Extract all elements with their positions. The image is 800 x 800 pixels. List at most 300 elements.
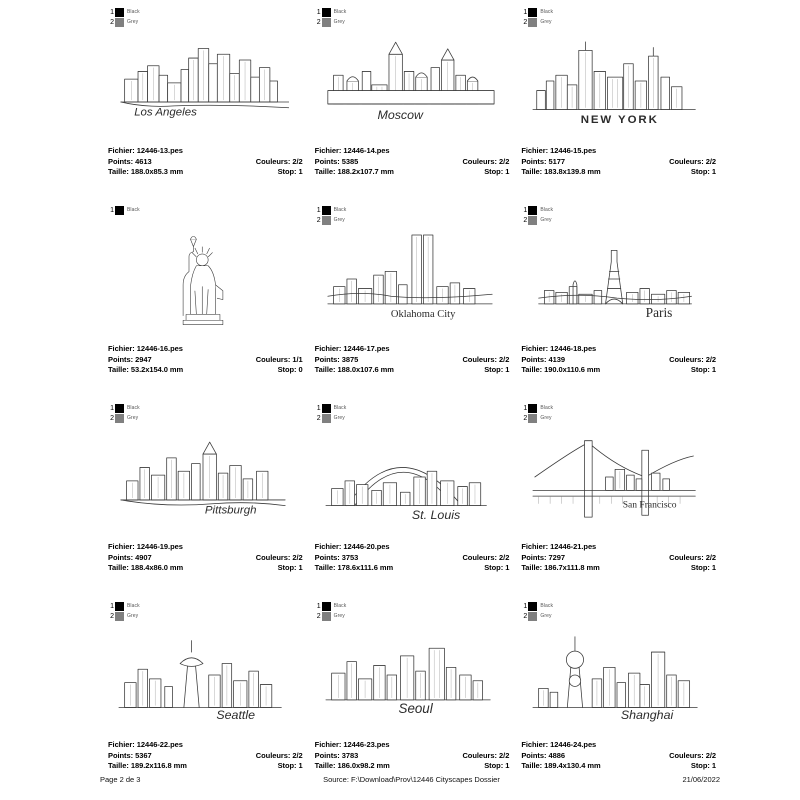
colors-label: Couleurs: [669,354,704,364]
points-value: 7297 [548,552,565,562]
stop-field [278,761,303,772]
size-label: Taille: [314,167,336,176]
file-label: Fichier: [314,740,342,749]
color-legend-row [108,404,140,413]
stop-label: Stop: [484,761,504,770]
points-field [521,355,565,366]
stop-field [484,167,509,178]
design-preview-paris [513,220,720,338]
colors-label: Couleurs: [669,552,704,562]
file-value: 12446-17.pes [343,344,390,353]
file-label: Fichier: [314,542,342,551]
file-field [521,542,596,553]
design-metadata [315,542,510,574]
points-value: 3875 [341,354,359,364]
points-field [315,553,359,564]
points-value: 5177 [548,156,565,166]
design-metadata [521,740,716,772]
colors-field [256,751,303,762]
metadata-line-points [521,553,716,564]
points-label: Points: [314,552,340,562]
design-preview-seoul [307,616,514,734]
stop-field [278,563,303,574]
metadata-line-points [108,157,303,168]
file-label: Fichier: [108,740,135,749]
size-value: 189.2x116.8 mm [130,761,187,770]
stop-label: Stop: [277,761,297,770]
stop-value: 1 [298,761,303,770]
colors-field [462,157,509,168]
color-legend-name: Black [127,603,140,609]
metadata-line-points [315,553,510,564]
colors-field [256,553,303,564]
size-value: 190.0x110.6 mm [544,365,601,374]
colors-value: 2/2 [705,156,716,166]
stop-value: 1 [711,365,716,374]
stop-field [691,761,716,772]
colors-value: 2/2 [292,552,303,562]
svg-text:NEW YORK: NEW YORK [580,114,659,127]
color-legend-name: Black [540,603,554,609]
file-value: 12446-22.pes [136,740,183,749]
stop-field [484,563,509,574]
color-legend-index: 2 [110,613,114,620]
color-legend-row [315,8,347,17]
color-legend-name: Black [127,207,140,213]
color-swatch [528,404,537,413]
svg-text:St. Louis: St. Louis [411,508,461,523]
colors-value: 2/2 [705,750,716,760]
design-cell [307,198,514,396]
color-legend-index: 1 [523,207,528,214]
design-cell [307,396,514,594]
metadata-line-file [315,740,510,751]
colors-value: 2/2 [499,156,510,166]
metadata-line-file [315,542,510,553]
color-swatch [528,8,537,17]
colors-label: Couleurs: [462,156,497,166]
stop-field [278,365,303,376]
metadata-line-points [108,751,303,762]
stop-label: Stop: [690,563,710,572]
size-field [315,563,393,574]
stop-value: 1 [505,563,510,572]
file-label: Fichier: [108,146,135,155]
stop-value: 1 [505,365,510,374]
size-label: Taille: [108,563,129,572]
size-label: Taille: [108,167,129,176]
color-legend-index: 2 [523,217,528,224]
color-legend-row [521,602,553,611]
design-metadata [315,344,510,376]
size-field [521,563,599,574]
size-label: Taille: [108,761,129,770]
color-legend-row [315,206,347,215]
file-value: 12446-16.pes [136,344,183,353]
points-value: 4907 [135,552,152,562]
design-metadata [108,542,303,574]
colors-field [256,157,303,168]
size-value: 188.0x85.3 mm [130,167,184,176]
stop-field [484,761,509,772]
color-legend-row [521,206,553,215]
design-preview-oklahoma-city [307,220,514,338]
color-legend-name: Black [540,405,554,411]
points-label: Points: [314,750,340,760]
colors-value: 2/2 [292,750,303,760]
svg-text:Seoul: Seoul [398,701,433,717]
file-value: 12446-13.pes [136,146,183,155]
footer-date: 21/06/2022 [682,775,720,784]
size-field [108,167,183,178]
color-legend [108,206,140,215]
file-label: Fichier: [521,542,549,551]
color-legend-row [108,8,140,17]
color-legend-index: 2 [316,19,321,26]
design-metadata [315,740,510,772]
design-preview-shanghai [513,616,720,734]
stop-label: Stop: [484,563,504,572]
size-value: 189.4x130.4 mm [544,761,601,770]
size-field [315,761,390,772]
design-metadata [521,146,716,178]
stop-value: 1 [505,167,510,176]
stop-value: 1 [298,563,303,572]
file-label: Fichier: [108,344,135,353]
color-legend-index: 2 [523,415,528,422]
metadata-line-points [315,355,510,366]
colors-label: Couleurs: [255,750,291,760]
svg-text:Pittsburgh: Pittsburgh [205,504,257,517]
color-legend-row [521,404,553,413]
points-field [315,355,359,366]
file-field [315,344,390,355]
design-preview-los-angeles [100,22,307,140]
stop-value: 0 [298,365,303,374]
file-label: Fichier: [314,146,342,155]
stop-field [691,563,716,574]
colors-value: 2/2 [292,156,303,166]
points-value: 4886 [548,750,565,760]
design-cell [307,0,514,198]
colors-field [669,157,716,168]
stop-field [278,167,303,178]
color-legend-name: Grey [540,613,552,619]
metadata-line-points [521,157,716,168]
color-legend-index: 1 [316,9,321,16]
size-field [315,365,394,376]
file-value: 12446-23.pes [343,740,390,749]
metadata-line-file [108,344,303,355]
color-legend-name: Grey [127,19,139,25]
size-value: 178.6x111.6 mm [337,563,394,572]
size-value: 186.7x111.8 mm [544,563,600,572]
file-value: 12446-14.pes [343,146,390,155]
colors-label: Couleurs: [255,552,291,562]
file-field [108,344,183,355]
color-legend-index: 2 [316,613,321,620]
points-label: Points: [108,750,134,760]
points-value: 3783 [341,750,359,760]
color-legend-name: Black [333,405,347,411]
color-legend-name: Grey [333,613,345,619]
metadata-line-file [521,146,716,157]
colors-label: Couleurs: [255,354,291,364]
points-label: Points: [108,552,134,562]
design-preview-pittsburgh [100,418,307,536]
color-swatch [528,206,537,215]
stop-field [484,365,509,376]
color-legend-index: 1 [110,603,114,610]
metadata-line-size [315,761,510,772]
size-value: 183.8x139.8 mm [544,167,601,176]
points-value: 5367 [135,750,152,760]
points-label: Points: [314,156,340,166]
color-legend-row [108,602,140,611]
colors-field [669,355,716,366]
color-legend-row [108,206,140,215]
color-legend-index: 1 [523,603,528,610]
stop-label: Stop: [277,365,297,374]
svg-text:Shanghai: Shanghai [620,707,673,722]
color-swatch [115,8,124,17]
points-field [108,553,152,564]
points-field [108,751,152,762]
color-legend-name: Grey [333,217,345,223]
metadata-line-points [108,553,303,564]
metadata-line-size [315,563,510,574]
design-metadata [108,146,303,178]
size-field [521,365,600,376]
color-swatch [322,404,331,413]
size-field [108,365,183,376]
color-legend-name: Black [127,9,140,15]
file-field [108,146,183,157]
size-label: Taille: [521,167,543,176]
design-cell [307,594,514,792]
metadata-line-file [315,146,510,157]
svg-text:Moscow: Moscow [377,108,423,123]
file-value: 12446-15.pes [550,146,597,155]
footer-page-label: Page 2 de 3 [100,775,141,784]
stop-label: Stop: [484,167,504,176]
svg-text:Oklahoma City: Oklahoma City [390,309,456,321]
colors-field [462,553,509,564]
metadata-line-size [315,365,510,376]
design-cell [100,0,307,198]
size-label: Taille: [521,563,543,572]
color-legend-name: Grey [540,217,552,223]
color-legend-name: Black [540,207,554,213]
colors-value: 2/2 [705,552,716,562]
color-legend-index: 2 [110,19,114,26]
color-legend-name: Grey [127,613,139,619]
svg-text:Los Angeles: Los Angeles [134,106,198,119]
design-cell [100,594,307,792]
metadata-line-file [521,344,716,355]
design-cell [100,396,307,594]
color-legend-name: Grey [333,415,345,421]
file-field [315,542,390,553]
size-label: Taille: [521,761,543,770]
metadata-line-size [108,563,303,574]
metadata-line-points [521,355,716,366]
points-field [315,157,359,168]
size-field [108,563,183,574]
color-legend-name: Black [333,207,347,213]
colors-field [256,355,303,366]
design-metadata [108,740,303,772]
colors-field [669,751,716,762]
stop-field [691,167,716,178]
color-legend-index: 2 [523,19,528,26]
file-label: Fichier: [521,344,549,353]
size-field [315,167,394,178]
colors-field [462,751,509,762]
file-value: 12446-20.pes [343,542,390,551]
points-label: Points: [521,552,547,562]
color-swatch [115,206,124,215]
file-field [521,740,596,751]
colors-value: 2/2 [499,354,510,364]
design-cell [513,594,720,792]
colors-label: Couleurs: [462,354,497,364]
points-value: 5385 [341,156,359,166]
color-legend-row [521,8,553,17]
file-field [108,542,183,553]
colors-value: 2/2 [705,354,716,364]
stop-label: Stop: [277,167,297,176]
points-field [521,157,565,168]
points-field [521,751,565,762]
file-label: Fichier: [314,344,342,353]
points-value: 4139 [548,354,565,364]
footer-source-path: Source: F:\Download\Prov\12446 Cityscapes Dossier [323,775,500,784]
color-legend-index: 1 [523,405,528,412]
size-field [521,761,600,772]
points-value: 4613 [135,156,152,166]
stop-label: Stop: [484,365,504,374]
metadata-line-size [315,167,510,178]
size-value: 53.2x154.0 mm [130,365,184,374]
file-label: Fichier: [108,542,135,551]
color-swatch [528,602,537,611]
points-label: Points: [108,354,134,364]
size-value: 186.0x98.2 mm [337,761,390,770]
file-field [315,146,390,157]
stop-value: 1 [711,167,716,176]
color-legend-index: 1 [316,405,321,412]
design-preview-st-louis [307,418,514,536]
stop-label: Stop: [690,167,710,176]
metadata-line-file [108,146,303,157]
size-label: Taille: [314,761,336,770]
file-value: 12446-19.pes [136,542,183,551]
color-swatch [322,206,331,215]
color-swatch [322,602,331,611]
color-swatch [115,602,124,611]
points-label: Points: [521,156,547,166]
size-field [108,761,187,772]
svg-text:Seattle: Seattle [216,707,256,722]
file-field [108,740,183,751]
color-legend-name: Grey [540,19,552,25]
points-field [108,157,152,168]
metadata-line-points [315,751,510,762]
color-legend-name: Black [333,9,347,15]
color-legend-index: 1 [523,9,528,16]
colors-label: Couleurs: [462,552,497,562]
color-legend-name: Grey [127,415,139,421]
metadata-line-file [315,344,510,355]
size-value: 188.0x107.6 mm [337,365,394,374]
metadata-line-points [315,157,510,168]
design-preview-moscow [307,22,514,140]
colors-value: 1/1 [292,354,303,364]
stop-field [691,365,716,376]
metadata-line-size [108,365,303,376]
color-legend-index: 2 [110,415,114,422]
file-label: Fichier: [521,740,549,749]
svg-text:San Francisco: San Francisco [622,499,677,511]
design-metadata [521,344,716,376]
colors-label: Couleurs: [669,750,704,760]
file-value: 12446-21.pes [550,542,597,551]
stop-value: 1 [505,761,510,770]
points-value: 2947 [135,354,152,364]
design-cell [100,198,307,396]
color-legend-index: 2 [523,613,528,620]
design-preview-san-francisco [513,418,720,536]
points-label: Points: [521,750,547,760]
metadata-line-points [521,751,716,762]
page-footer [100,775,720,784]
stop-value: 1 [298,167,303,176]
svg-text:Paris: Paris [645,305,673,321]
colors-field [669,553,716,564]
color-legend-index: 1 [110,9,114,16]
color-legend-row [315,404,347,413]
metadata-line-size [108,167,303,178]
metadata-line-file [521,542,716,553]
size-label: Taille: [314,563,336,572]
colors-field [462,355,509,366]
colors-label: Couleurs: [255,156,291,166]
stop-value: 1 [711,761,716,770]
color-legend-name: Grey [333,19,345,25]
design-metadata [521,542,716,574]
color-legend-index: 1 [316,207,321,214]
color-legend-name: Black [127,405,140,411]
points-field [521,553,565,564]
color-legend-name: Grey [540,415,552,421]
design-cell [513,0,720,198]
color-legend-row [315,602,347,611]
size-label: Taille: [108,365,129,374]
points-label: Points: [314,354,340,364]
size-value: 188.2x107.7 mm [337,167,394,176]
colors-value: 2/2 [499,750,510,760]
design-cell [513,396,720,594]
points-field [108,355,152,366]
design-grid [100,0,720,792]
design-preview-new-york [513,22,720,140]
design-metadata [315,146,510,178]
design-metadata [108,344,303,376]
colors-label: Couleurs: [669,156,704,166]
metadata-line-size [521,761,716,772]
design-cell [513,198,720,396]
